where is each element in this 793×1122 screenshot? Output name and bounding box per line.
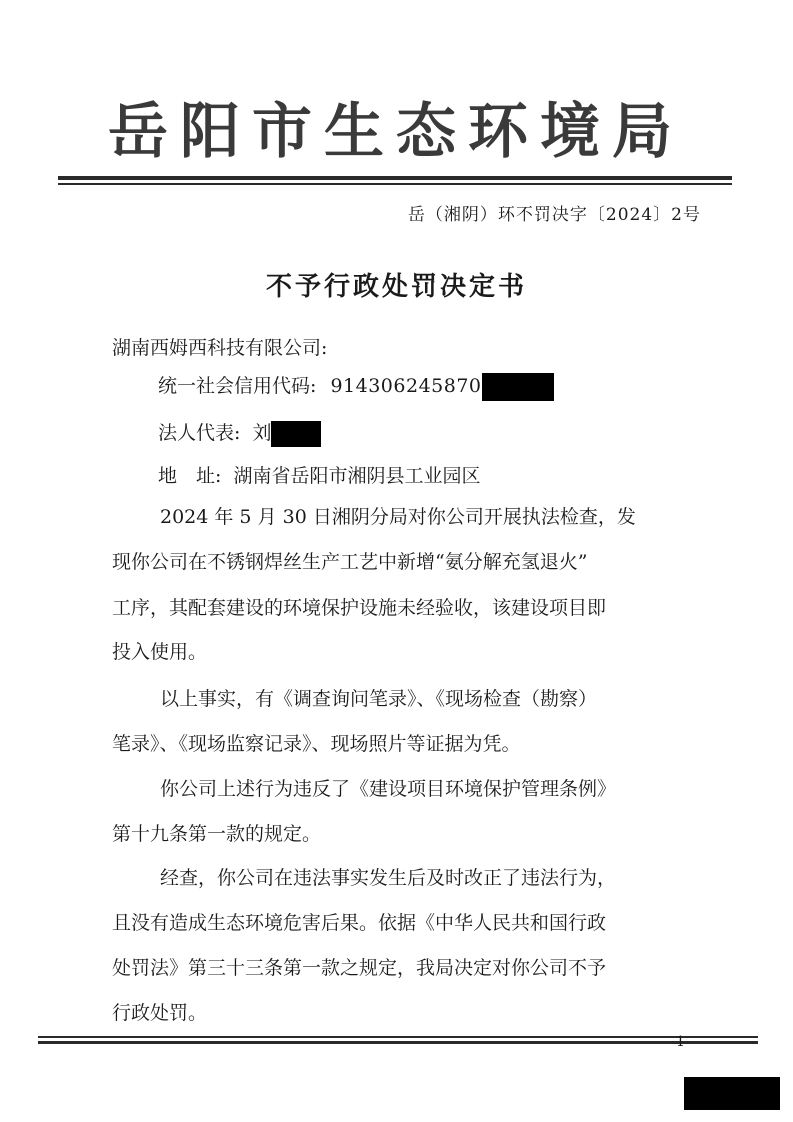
para4-line4: 行政处罚。 <box>112 1002 208 1024</box>
credit-code-redaction <box>482 373 554 401</box>
credit-code-value: 914306245870 <box>330 375 482 397</box>
address-line <box>158 462 480 490</box>
header-rule-thick <box>58 176 732 180</box>
agency-letterhead: 岳阳市生态环境局 <box>108 97 684 167</box>
page-mark: 1 <box>676 1034 685 1050</box>
para4-line2: 且没有造成生态环境危害后果。依据《中华人民共和国行政 <box>112 912 607 934</box>
para4-line3: 处罚法》第三十三条第一款之规定，我局决定对你公司不予 <box>112 957 607 979</box>
credit-code-label: 统一社会信用代码: <box>158 375 317 397</box>
para4-line1: 经查，你公司在违法事实发生后及时改正了违法行为， <box>160 867 617 889</box>
address-label: 地 址: <box>158 465 222 487</box>
footer-redaction <box>684 1077 780 1110</box>
para3-line2: 第十九条第一款的规定。 <box>112 823 322 845</box>
para1-line2: 现你公司在不锈钢焊丝生产工艺中新增“氨分解充氢退火” <box>112 551 588 573</box>
footer-rule-thin <box>38 1036 758 1038</box>
para1-line4: 投入使用。 <box>112 641 208 663</box>
header-rule-thin <box>58 183 732 185</box>
document-title: 不予行政处罚决定书 <box>265 272 527 302</box>
para1-line3: 工序，其配套建设的环境保护设施未经验收，该建设项目即 <box>112 597 607 619</box>
para2-line2: 笔录》、《现场监察记录》、现场照片等证据为凭。 <box>112 733 521 755</box>
legal-rep-label: 法人代表: <box>158 422 241 444</box>
credit-code-line <box>158 372 554 401</box>
document-number: 岳（湘阴）环不罚决字〔2024〕2号 <box>407 205 701 225</box>
legal-rep-line <box>158 419 321 447</box>
footer-rule-thick <box>38 1041 758 1044</box>
para1-line1: 2024 年 5 月 30 日湘阴分局对你公司开展执法检查，发 <box>160 506 636 528</box>
address-value: 湖南省岳阳市湘阴县工业园区 <box>233 465 481 487</box>
para3-line1: 你公司上述行为违反了《建设项目环境保护管理条例》 <box>160 778 617 800</box>
legal-rep-redaction <box>271 421 321 447</box>
para2-line1: 以上事实，有《调查询问笔录》、《现场检查（勘察） <box>160 688 598 710</box>
recipient-name: 湖南西姆西科技有限公司: <box>112 337 328 359</box>
legal-rep-value: 刘 <box>252 422 272 444</box>
